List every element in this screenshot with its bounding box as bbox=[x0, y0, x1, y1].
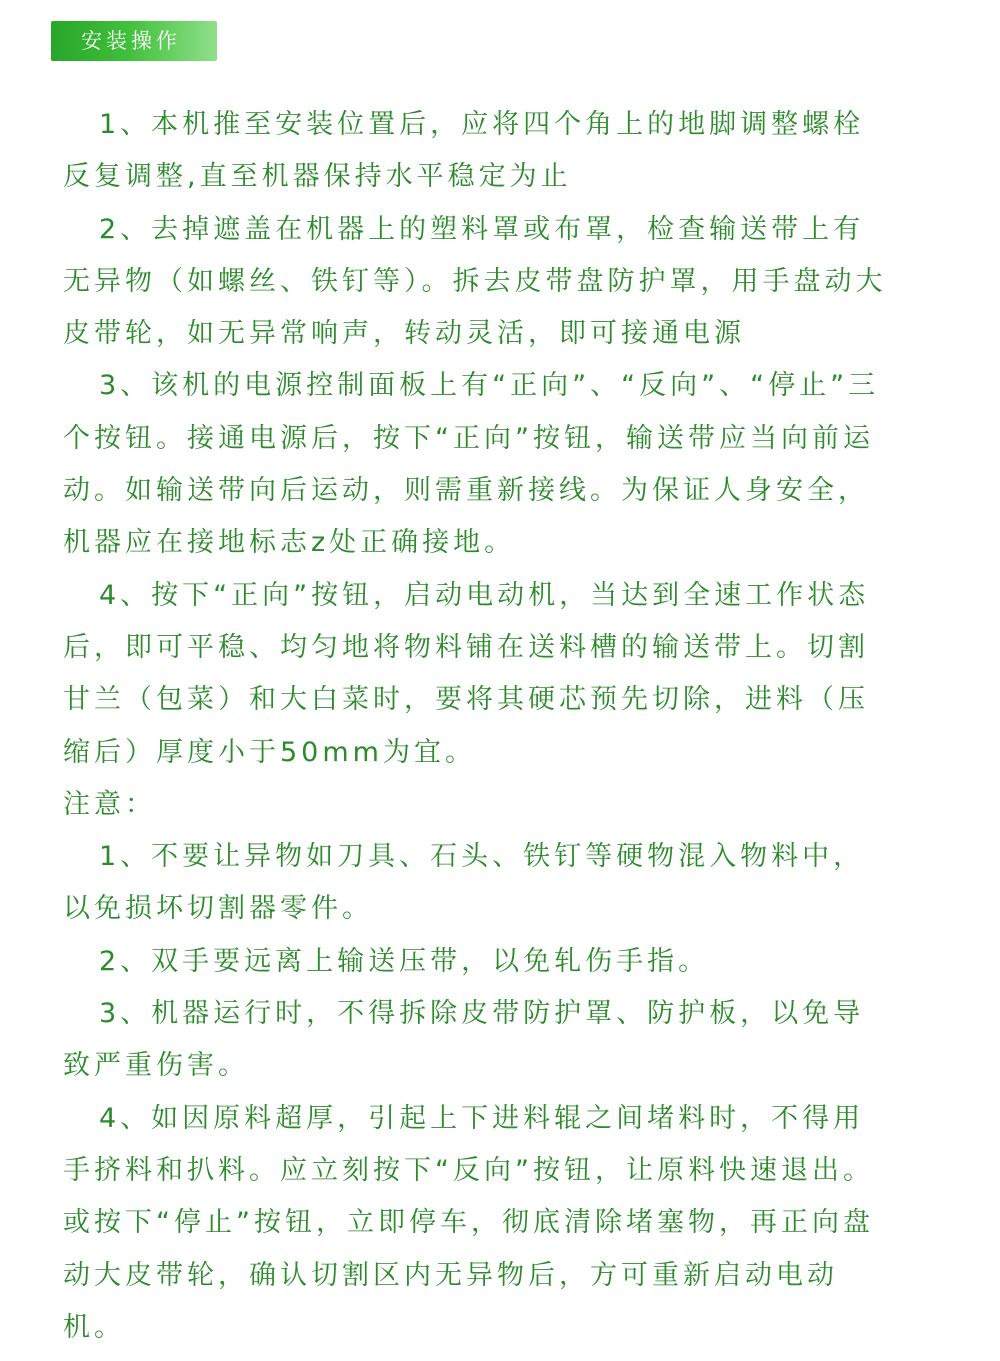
section-header-tab bbox=[51, 21, 217, 61]
notice-item-2: 2、双手要远离上输送压带，以免轧伤手指。 bbox=[99, 945, 710, 977]
notice-item-4: 4、如因原料超厚，引起上下进料辊之间堵料时，不得用手挤料和扒料。应立刻按下“反向”按钮，让原料快速退出。或按下“停止”按钮，立即停车，彻底清除堵塞物，再正向盘动大皮带轮，确认切割区内无异物后，方可重新启动电动机。 bbox=[63, 1102, 874, 1343]
install-step-4: 4、按下“正向”按钮，启动电动机，当达到全速工作状态后，即可平稳、均匀地将物料铺在送料槽的输送带上。切割甘兰（包菜）和大白菜时，要将其硬芯预先切除，进料（压缩后）厚度小于50mm为宜。 bbox=[63, 579, 870, 768]
install-step-3: 3、该机的电源控制面板上有“正向”、“反向”、“停止”三个按钮。接通电源后，按下“正向”按钮，输送带应当向前运动。如输送带向后运动，则需重新接线。为保证人身安全，机器应在接地标志z处正确接地。 bbox=[63, 370, 880, 559]
install-step-2: 2、去掉遮盖在机器上的塑料罩或布罩，检查输送带上有无异物（如螺丝、铁钉等）。拆去皮带盘防护罩，用手盘动大皮带轮，如无异常响声，转动灵活，即可接通电源 bbox=[63, 213, 887, 350]
notice-heading: 注意： bbox=[63, 788, 156, 820]
section-title: 安装操作 bbox=[81, 29, 181, 53]
notice-item-3: 3、机器运行时，不得拆除皮带防护罩、防护板，以免导致严重伤害。 bbox=[63, 998, 865, 1082]
instructions-body bbox=[63, 99, 889, 1354]
install-step-1: 1、本机推至安装位置后，应将四个角上的地脚调整螺栓反复调整,直至机器保持水平稳定为止 bbox=[63, 109, 865, 193]
notice-item-1: 1、不要让异物如刀具、石头、铁钉等硬物混入物料中，以免损坏切割器零件。 bbox=[63, 841, 865, 925]
